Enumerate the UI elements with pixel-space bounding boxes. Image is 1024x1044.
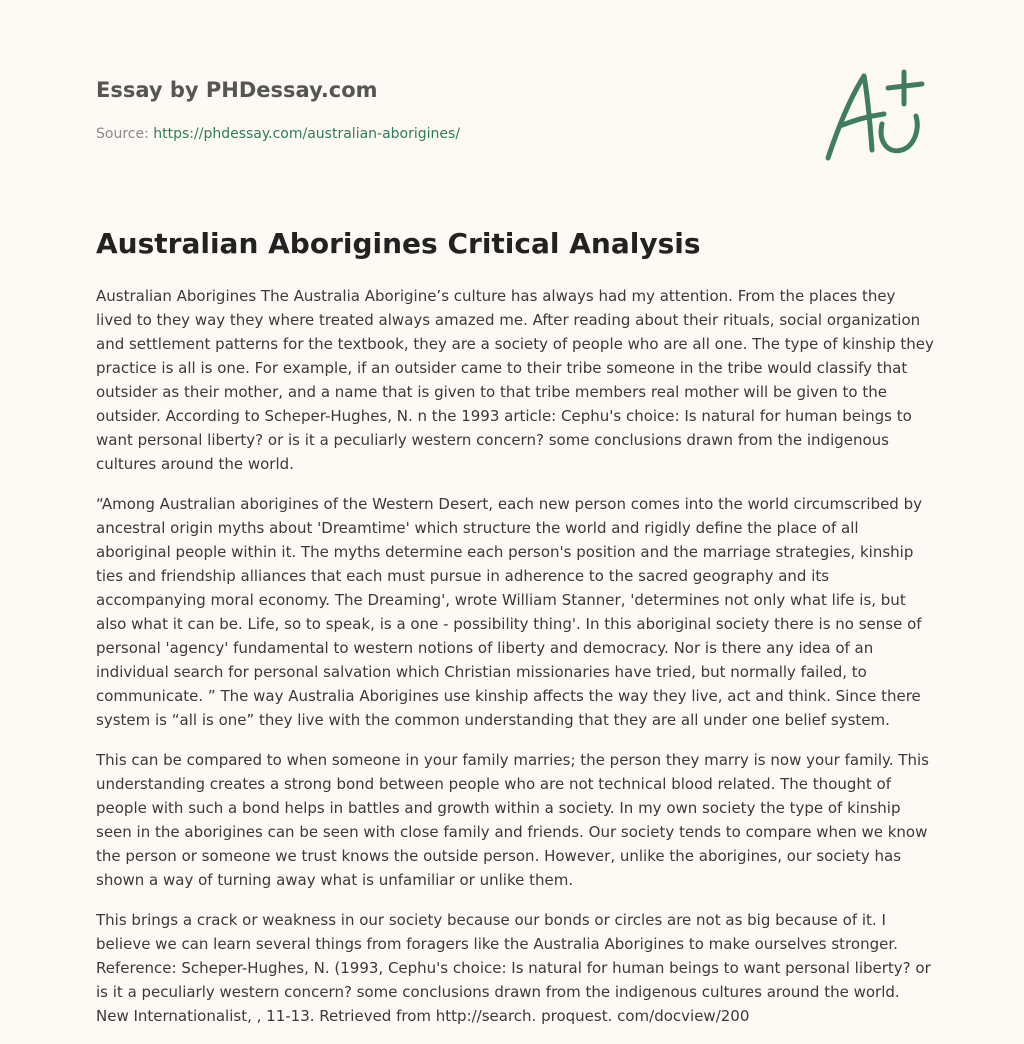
source-line — [96, 124, 460, 144]
essay-title: Australian Aborigines Critical Analysis — [96, 227, 701, 260]
source-label: Source: — [96, 126, 154, 142]
essay-paragraph: Australian Aborigines The Australia Aborigine’s culture has always had my attention. From the places they lived to they way they where treated always amazed me. After reading about their rituals, social organization and settlement patterns for the textbook, they are a society of people who are all one. The type of kinship they practice is all is one. For example, if an outsider came to their tribe someone in the tribe would classify that outsider as their mother, and a name that is given to that tribe members real mother will be given to the outsider. According to Scheper-Hughes, N. n the 1993 article: Cephu's choice: Is natural for human beings to want personal liberty? or is it a peculiarly western concern? some conclusions drawn from the indigenous cultures around the world. — [96, 287, 934, 473]
a-plus-logo-icon — [822, 68, 928, 164]
essay-body — [96, 284, 936, 1044]
brand-title: Essay by PHDessay.com — [96, 78, 378, 102]
essay-paragraph: This can be compared to when someone in your family marries; the person they marry is now your family. This understanding creates a strong bond between people who are not technical blood related. The thought of people with such a bond helps in battles and growth within a society. In my own society the type of kinship seen in the aborigines can be seen with close family and friends. Our society tends to compare when we know the person or someone we trust knows the outside person. However, unlike the aborigines, our society has shown a way of turning away what is unfamiliar or unlike them. — [96, 751, 929, 889]
source-link[interactable]: https://phdessay.com/australian-aborigines/ — [153, 126, 461, 142]
site-header — [96, 76, 378, 104]
essay-paragraph: “Among Australian aborigines of the Western Desert, each new person comes into the world circumscribed by ancestral origin myths about 'Dreamtime' which structure the world and rigidly define the place of all aboriginal people within it. The myths determine each person's position and the marriage strategies, kinship ties and friendship alliances that each must pursue in adherence to the sacred geography and its accompanying moral economy. The Dreaming', wrote William Stanner, 'determines not only what life is, but also what it can be. Life, so to speak, is a one - possibility thing'. In this aboriginal society there is no sense of personal 'agency' fundamental to western notions of liberty and democracy. Nor is there any idea of an individual search for personal salvation which Christian missionaries have tried, but normally failed, to communicate. ” The way Australia Aborigines use kinship affects the way they live, act and think. Since there system is “all is one” they live with the common understanding that they are all under one belief system. — [96, 495, 922, 729]
essay-paragraph: This brings a crack or weakness in our society because our bonds or circles are not as big because of it. I believe we can learn several things from foragers like the Australia Aborigines to make ourselves stronger. Reference: Scheper-Hughes, N. (1993, Cephu's choice: Is natural for human beings to want personal liberty? or is it a peculiarly western concern? some conclusions drawn from the indigenous cultures around the world. New Internationalist, , 11-13. Retrieved from http://search. proquest. com/docview/200 — [96, 911, 931, 1025]
